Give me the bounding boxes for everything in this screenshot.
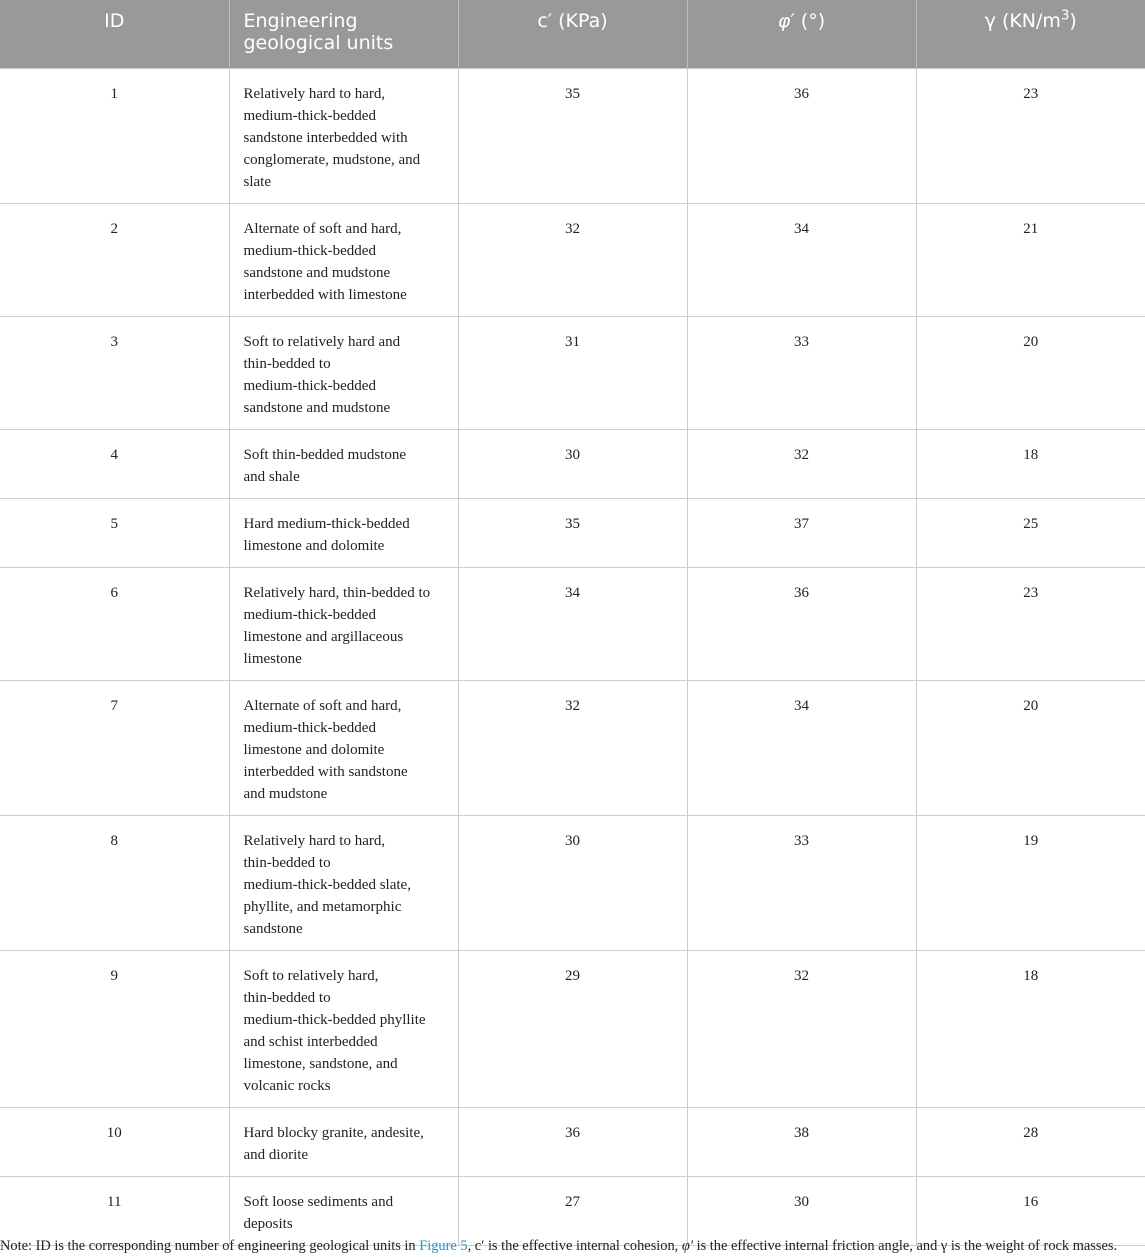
cell-cohesion: 36 xyxy=(458,1107,687,1176)
table-row xyxy=(0,68,1145,203)
table-row xyxy=(0,680,1145,815)
cell-unit-weight: 23 xyxy=(916,68,1145,203)
cell-unit-weight: 18 xyxy=(916,429,1145,498)
header-cohesion: c′ (KPa) xyxy=(458,0,687,68)
table-row xyxy=(0,950,1145,1107)
cell-unit: Soft to relatively hard, thin-bedded to medium-thick-bedded phyllite and schist interbedded limestone, sandstone, and volcanic rocks xyxy=(229,950,458,1107)
table-row xyxy=(0,1176,1145,1245)
cell-unit-weight: 28 xyxy=(916,1107,1145,1176)
cell-unit: Hard blocky granite, andesite, and diorite xyxy=(229,1107,458,1176)
table-row xyxy=(0,815,1145,950)
cell-friction-angle: 34 xyxy=(687,680,916,815)
header-id: ID xyxy=(0,0,229,68)
cell-unit: Soft to relatively hard and thin-bedded to medium-thick-bedded sandstone and mudstone xyxy=(229,316,458,429)
cell-cohesion: 35 xyxy=(458,498,687,567)
cell-unit-weight: 21 xyxy=(916,203,1145,316)
cell-unit: Soft loose sediments and deposits xyxy=(229,1176,458,1245)
cell-unit: Relatively hard, thin-bedded to medium-thick-bedded limestone and argillaceous limestone xyxy=(229,567,458,680)
table-row xyxy=(0,1107,1145,1176)
header-engineering-geological-units: Engineering geological units xyxy=(229,0,458,68)
cell-friction-angle: 33 xyxy=(687,815,916,950)
cell-cohesion: 29 xyxy=(458,950,687,1107)
cell-friction-angle: 36 xyxy=(687,567,916,680)
table-row xyxy=(0,498,1145,567)
cell-unit-weight: 19 xyxy=(916,815,1145,950)
cell-friction-angle: 38 xyxy=(687,1107,916,1176)
cell-friction-angle: 36 xyxy=(687,68,916,203)
table-row xyxy=(0,567,1145,680)
header-friction-angle: φ′ (°) xyxy=(687,0,916,68)
cell-cohesion: 27 xyxy=(458,1176,687,1245)
cell-unit-weight: 16 xyxy=(916,1176,1145,1245)
cell-id: 3 xyxy=(0,316,229,429)
cell-unit-weight: 23 xyxy=(916,567,1145,680)
cell-cohesion: 32 xyxy=(458,680,687,815)
cell-cohesion: 32 xyxy=(458,203,687,316)
cell-id: 8 xyxy=(0,815,229,950)
cell-friction-angle: 34 xyxy=(687,203,916,316)
header-row xyxy=(0,0,1145,68)
header-unit-weight: γ $(KN/m^3)$ xyxy=(916,0,1145,68)
cell-unit-weight: 20 xyxy=(916,316,1145,429)
cell-unit: Soft thin-bedded mudstone and shale xyxy=(229,429,458,498)
cell-friction-angle: 32 xyxy=(687,429,916,498)
cell-friction-angle: 33 xyxy=(687,316,916,429)
cell-unit: Alternate of soft and hard, medium-thick-bedded limestone and dolomite interbedded with sandstone and mudstone xyxy=(229,680,458,815)
cell-id: 5 xyxy=(0,498,229,567)
cell-id: 4 xyxy=(0,429,229,498)
cell-id: 10 xyxy=(0,1107,229,1176)
cell-id: 7 xyxy=(0,680,229,815)
cell-friction-angle: 37 xyxy=(687,498,916,567)
cell-unit: Hard medium-thick-bedded limestone and dolomite xyxy=(229,498,458,567)
cell-id: 6 xyxy=(0,567,229,680)
table-row xyxy=(0,429,1145,498)
table-note: Note: ID is the corresponding number of engineering geological units in Figure 5, c′ is the effective internal cohesion, φ′ is the effective internal friction angle, and γ is the weight of rock masses. xyxy=(0,1238,1118,1254)
cell-friction-angle: 32 xyxy=(687,950,916,1107)
cell-unit-weight: 18 xyxy=(916,950,1145,1107)
cell-unit: Relatively hard to hard, thin-bedded to medium-thick-bedded slate, phyllite, and metamorphic sandstone xyxy=(229,815,458,950)
cell-cohesion: 31 xyxy=(458,316,687,429)
cell-id: 9 xyxy=(0,950,229,1107)
cell-id: 1 xyxy=(0,68,229,203)
cell-cohesion: 34 xyxy=(458,567,687,680)
cell-cohesion: 35 xyxy=(458,68,687,203)
cell-unit-weight: 20 xyxy=(916,680,1145,815)
cell-cohesion: 30 xyxy=(458,429,687,498)
cell-unit: Relatively hard to hard, medium-thick-bedded sandstone interbedded with conglomerate, mudstone, and slate xyxy=(229,68,458,203)
cell-unit: Alternate of soft and hard, medium-thick-bedded sandstone and mudstone interbedded with limestone xyxy=(229,203,458,316)
cell-id: 11 xyxy=(0,1176,229,1245)
cell-id: 2 xyxy=(0,203,229,316)
cell-cohesion: 30 xyxy=(458,815,687,950)
cell-friction-angle: 30 xyxy=(687,1176,916,1245)
table-row xyxy=(0,316,1145,429)
cell-unit-weight: 25 xyxy=(916,498,1145,567)
figure-5-link[interactable]: Figure 5 xyxy=(419,1238,468,1254)
table-row xyxy=(0,203,1145,316)
